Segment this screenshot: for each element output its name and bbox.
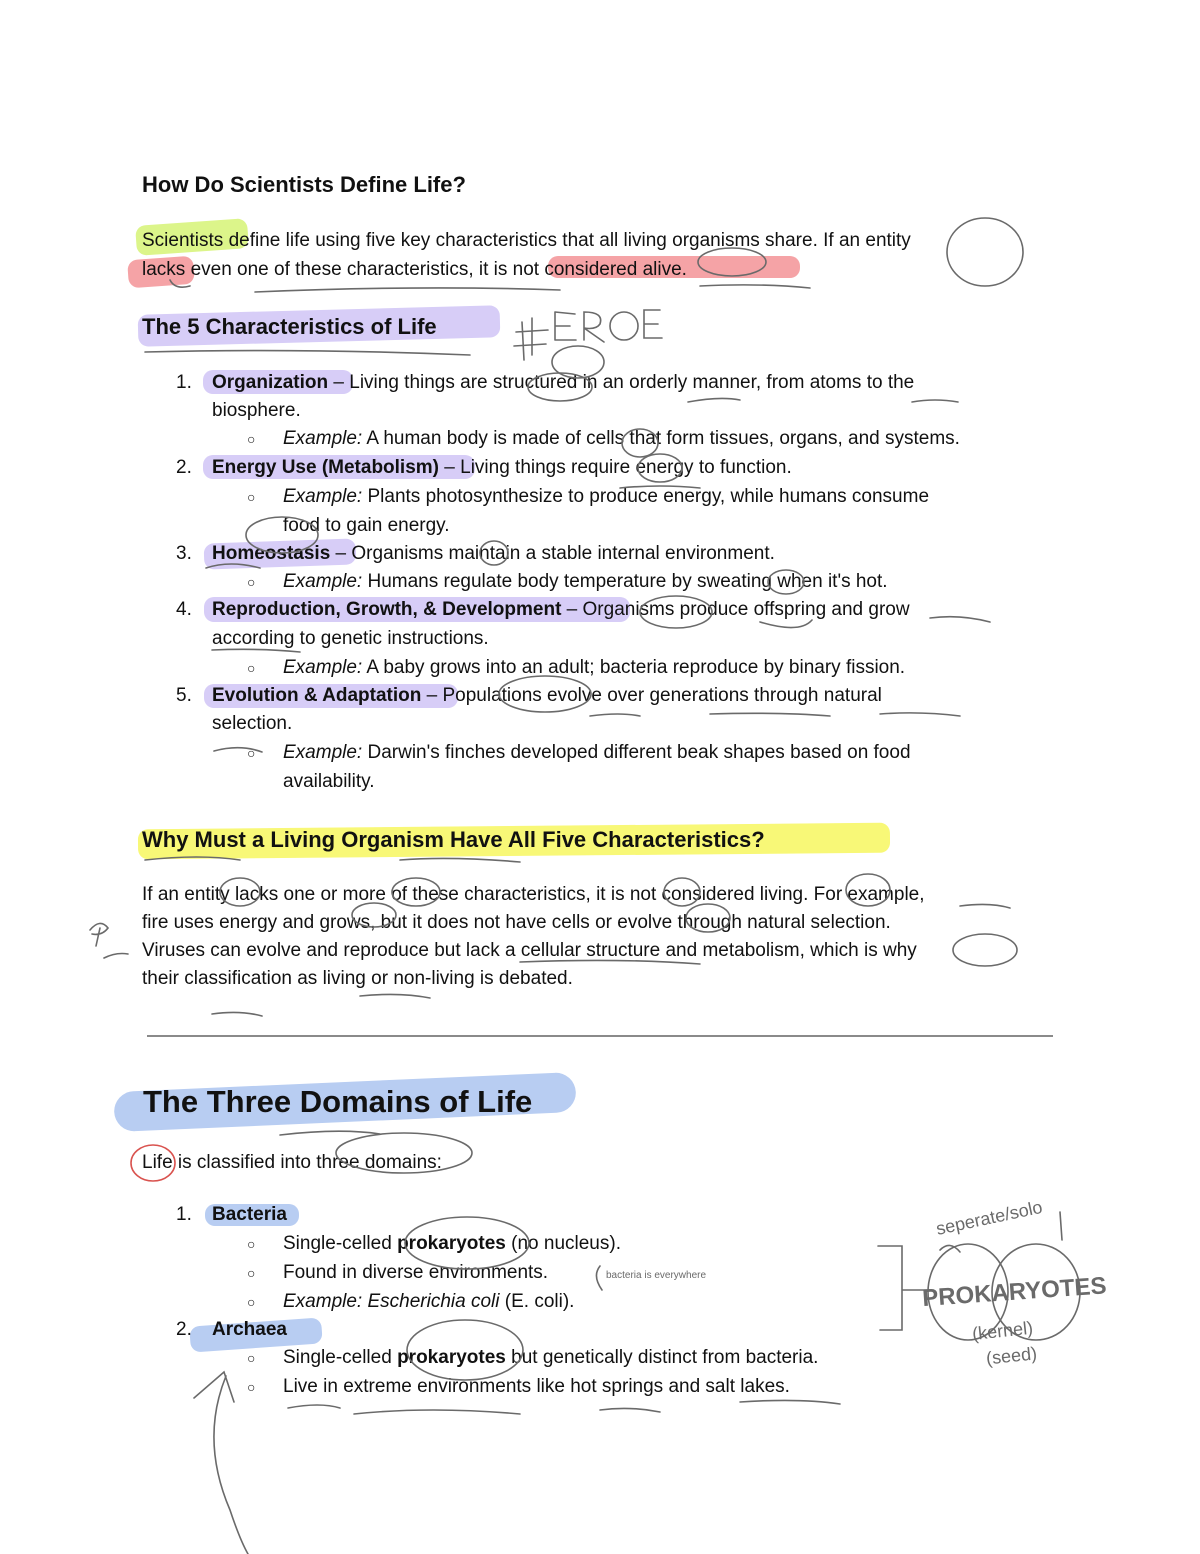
bacteria-bullet-2: Found in diverse environments. [283, 1262, 549, 1283]
list-number: 4. [176, 599, 192, 620]
bullet-glyph: ○ [247, 431, 256, 447]
list-number: 2. [176, 1319, 192, 1340]
note-prokaryotes: PROKARYOTES [921, 1272, 1108, 1313]
list-item [212, 684, 882, 708]
term-homeostasis: Homeostasis [212, 543, 331, 564]
bullet-text: but genetically distinct from bacteria. [505, 1347, 819, 1368]
bullet-glyph: ○ [247, 1350, 256, 1366]
example-line [283, 427, 960, 451]
bullet-text: (no nucleus). [505, 1233, 621, 1254]
example-line [283, 741, 911, 765]
example-text-cont: availability. [283, 771, 375, 792]
bacteria-bullet-3 [283, 1290, 574, 1314]
note-kernel: (kernel) [971, 1317, 1034, 1344]
section-heading-define-life: How Do Scientists Define Life? [142, 172, 466, 197]
example-label: Example: [283, 428, 363, 449]
bullet-text: Single-celled [283, 1233, 398, 1254]
bullet-glyph: ○ [247, 1236, 256, 1252]
list-item [212, 371, 914, 395]
list-number: 3. [176, 543, 192, 564]
bullet-bold: prokaryotes [397, 1233, 506, 1254]
characteristics-heading: The 5 Characteristics of Life [142, 314, 437, 339]
note-bacteria-everywhere: bacteria is everywhere [606, 1270, 707, 1281]
list-number: 5. [176, 685, 192, 706]
bullet-glyph: ○ [247, 1379, 256, 1395]
example-label: Example: [283, 657, 363, 678]
example-text: A human body is made of cells that form tissues, organs, and systems. [362, 428, 960, 449]
domain-name-bacteria: Bacteria [212, 1204, 287, 1225]
intro-line-2: lacks even one of these characteristics, it is not considered alive. [142, 259, 687, 280]
list-item [212, 598, 910, 622]
bullet-bold: prokaryotes [397, 1347, 506, 1368]
list-item [212, 456, 792, 480]
domains-heading: The Three Domains of Life [143, 1084, 533, 1119]
term-description: – Organisms produce offspring and grow [561, 599, 910, 620]
term-description: – Organisms maintain a stable internal environment. [330, 543, 775, 564]
term-description-cont: according to genetic instructions. [212, 628, 489, 649]
bullet-glyph: ○ [247, 1265, 256, 1281]
term-description: – Living things require energy to function. [439, 457, 792, 478]
example-text: Humans regulate body temperature by sweating when it's hot. [362, 571, 888, 592]
intro-line-1: Scientists define life using five key characteristics that all living organisms share. If an entity [142, 230, 911, 251]
example-line [283, 570, 888, 594]
archaea-bullet-2: Live in extreme environments like hot springs and salt lakes. [283, 1376, 790, 1397]
term-evolution: Evolution & Adaptation [212, 685, 422, 706]
why-line-3: Viruses can evolve and reproduce but lack a cellular structure and metabolism, which is why [142, 940, 917, 961]
bullet-text: Single-celled [283, 1347, 398, 1368]
bullet-glyph: ○ [247, 574, 256, 590]
example-label: Example: [283, 486, 363, 507]
example-text: Plants photosynthesize to produce energy, while humans consume [362, 486, 930, 507]
archaea-bullet-1 [283, 1346, 818, 1370]
term-description: – Living things are structured in an orderly manner, from atoms to the [328, 372, 915, 393]
bullet-text: (E. coli). [499, 1291, 575, 1312]
term-organization: Organization [212, 372, 329, 393]
example-label: Example: [283, 742, 363, 763]
term-description-cont: biosphere. [212, 400, 301, 421]
domains-intro: Life is classified into three domains: [142, 1152, 442, 1173]
bacteria-bullet-1 [283, 1232, 621, 1256]
example-text: A baby grows into an adult; bacteria reproduce by binary fission. [362, 657, 906, 678]
bullet-glyph: ○ [247, 745, 256, 761]
example-text-cont: food to gain energy. [283, 515, 450, 536]
domain-name-archaea: Archaea [212, 1319, 287, 1340]
domain-archaea [212, 1318, 287, 1342]
example-label: Example: Escherichia coli [283, 1291, 500, 1312]
why-heading: Why Must a Living Organism Have All Five Characteristics? [142, 827, 765, 852]
why-line-4: their classification as living or non-living is debated. [142, 968, 573, 989]
why-line-2: fire uses energy and grows, but it does not have cells or evolve through natural selection. [142, 912, 891, 933]
horizontal-divider [147, 1035, 1053, 1037]
bullet-glyph: ○ [247, 489, 256, 505]
bullet-glyph: ○ [247, 660, 256, 676]
example-line [283, 485, 929, 509]
example-line [283, 656, 905, 680]
term-description: – Populations evolve over generations through natural [421, 685, 882, 706]
why-line-1: If an entity lacks one or more of these characteristics, it is not considered living. For example, [142, 884, 925, 905]
example-text: Darwin's finches developed different beak shapes based on food [362, 742, 911, 763]
note-seperate: seperate/solo [934, 1196, 1045, 1239]
list-item [212, 542, 775, 566]
note-seed: (seed) [985, 1343, 1038, 1369]
term-energy-use: Energy Use (Metabolism) [212, 457, 439, 478]
bullet-glyph: ○ [247, 1294, 256, 1310]
list-number: 1. [176, 1204, 192, 1225]
term-reproduction: Reproduction, Growth, & Development [212, 599, 562, 620]
list-number: 2. [176, 457, 192, 478]
list-number: 1. [176, 372, 192, 393]
domain-bacteria [212, 1203, 287, 1227]
term-description-cont: selection. [212, 713, 293, 734]
example-label: Example: [283, 571, 363, 592]
